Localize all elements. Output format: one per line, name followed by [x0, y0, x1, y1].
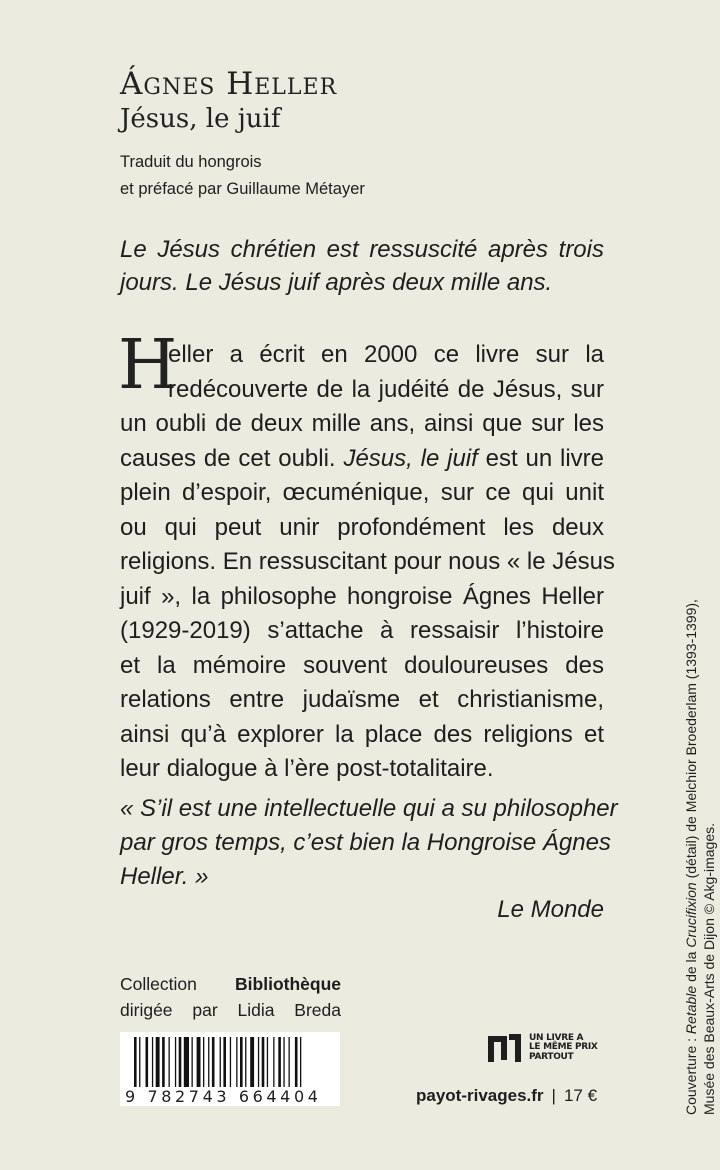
lead-line: Le Jésus chrétien est ressuscité après trois: [120, 236, 604, 263]
body-line: [120, 582, 604, 612]
credit-text: Couverture :: [683, 1034, 699, 1115]
isbn-number: 9 782743 664404: [122, 1087, 325, 1106]
body-text-segment: et la mémoire souvent douloureuses des: [120, 651, 604, 679]
barcode-bar: [212, 1037, 215, 1087]
body-text-segment: eller a écrit en 2000 ce livre sur la: [168, 341, 604, 368]
price: 17 €: [563, 1086, 598, 1105]
body-line: [120, 547, 615, 577]
body-line: [120, 616, 604, 646]
body-text-segment: relations entre judaïsme et christianisme,: [120, 686, 604, 713]
barcode-bar: [184, 1037, 189, 1087]
barcode-bar: [169, 1037, 170, 1087]
body-text-segment: plein d’espoir, œcuménique, sur ce qui unit: [120, 479, 604, 506]
body-text-segment: religions. En ressuscitant pour nous « le Jésus: [120, 548, 615, 575]
body-text-segment: juif », la philosophe hongroise Ágnes Heller: [120, 582, 604, 610]
lead-line: jours. Le Jésus juif après deux mille ans.: [120, 269, 553, 296]
publisher-line: payot-rivages.fr | 17 €: [416, 1086, 598, 1105]
quote-source: Le Monde: [497, 896, 604, 923]
barcode-bar: [220, 1037, 221, 1087]
barcode-bar: [258, 1037, 259, 1087]
logo-text-line: UN LIVRE A: [529, 1032, 584, 1043]
barcode-bar: [300, 1037, 301, 1087]
barcode-bar: [278, 1037, 281, 1087]
body-line: [120, 651, 604, 681]
body-line: [120, 754, 604, 784]
barcode-bar: [208, 1037, 209, 1087]
barcode-bar: [175, 1037, 176, 1087]
barcode-bar: [152, 1037, 153, 1087]
body-line: [120, 513, 604, 543]
barcode-bar: [146, 1037, 149, 1087]
body-text-segment: Jésus, le juif: [343, 444, 478, 472]
body-text-segment: redécouverte de la judéité de Jésus, sur: [168, 375, 604, 403]
body-line: [120, 685, 604, 715]
logo-text: [529, 1034, 598, 1063]
logo-text-line: LE MÊME PRIX: [529, 1042, 598, 1053]
body-text-segment: ainsi qu’à explorer la place des religions et: [120, 720, 604, 748]
drop-cap: H: [118, 326, 178, 405]
translation-line: et préfacé par Guillaume Métayer: [120, 180, 365, 198]
body-text-segment: (1929-2019) s’attache à ressaisir l’histoire: [120, 617, 604, 644]
barcode-bar: [156, 1037, 160, 1087]
credit-text: (détail) de Melchior Broederlam (1393-1399),: [683, 599, 699, 883]
barcode-bar: [240, 1037, 243, 1087]
barcode-bar: [197, 1037, 201, 1087]
collection-name: Bibliothèque: [235, 974, 341, 994]
body-text-segment: causes de cet oubli.: [120, 444, 344, 472]
logo-text-line: PARTOUT: [529, 1051, 574, 1062]
body-line: [168, 340, 604, 370]
collection-director: dirigée par Lidia Breda: [120, 1000, 341, 1020]
barcode-bar: [162, 1037, 165, 1087]
prix-unique-logo: [487, 1032, 598, 1064]
barcode-bar: [289, 1037, 290, 1087]
barcode-bar: [245, 1037, 246, 1087]
collection-line: [120, 974, 341, 995]
barcode-bar: [223, 1037, 226, 1087]
quote-line: Heller. »: [120, 863, 209, 890]
barcode-bar: [273, 1037, 274, 1087]
book-title: Jésus, le juif: [120, 104, 281, 134]
barcode-bar: [283, 1037, 284, 1087]
body-text-segment: leur dialogue à l’ère post-totalitaire.: [120, 755, 494, 782]
barcode-bars: [134, 1037, 334, 1087]
body-text-segment: ou qui peut unir profondément les deux: [120, 513, 604, 541]
cover-credit: [682, 515, 718, 1115]
website: payot-rivages.fr: [416, 1086, 544, 1105]
credit-line-1: [682, 515, 700, 1115]
barcode-bar: [267, 1037, 268, 1087]
barcode-bar: [192, 1037, 193, 1087]
barcode-bar: [179, 1037, 182, 1087]
author-name: Ágnes Heller: [120, 66, 338, 102]
translation-line: Traduit du hongrois: [120, 153, 262, 171]
credit-text: de la: [683, 947, 699, 986]
credit-text: Crucifixion: [683, 882, 699, 948]
barcode-bar: [262, 1037, 265, 1087]
barcode-bar: [236, 1037, 237, 1087]
body-line: [120, 409, 604, 439]
book-logo-icon: [487, 1032, 523, 1064]
quote-line: « S’il est une intellectuelle qui a su philosopher: [120, 795, 618, 822]
barcode-bar: [203, 1037, 204, 1087]
collection-prefix: Collection: [120, 974, 236, 994]
quote-line: par gros temps, c’est bien la Hongroise Ágnes: [120, 829, 611, 856]
barcode: [120, 1032, 340, 1106]
barcode-bar: [139, 1037, 140, 1087]
body-line: [120, 720, 604, 750]
body-line: [120, 444, 604, 474]
body-line: [120, 478, 604, 508]
body-text-segment: est un livre: [477, 444, 604, 472]
body-text-segment: un oubli de deux mille ans, ainsi que sur les: [120, 410, 604, 437]
barcode-bar: [230, 1037, 231, 1087]
barcode-bar: [134, 1037, 137, 1087]
credit-line-2: Musée des Beaux-Arts de Dijon © Akg-images.: [701, 822, 717, 1115]
barcode-bar: [250, 1037, 254, 1087]
barcode-bar: [295, 1037, 298, 1087]
credit-text: Retable: [683, 985, 699, 1035]
body-line: [168, 375, 604, 405]
